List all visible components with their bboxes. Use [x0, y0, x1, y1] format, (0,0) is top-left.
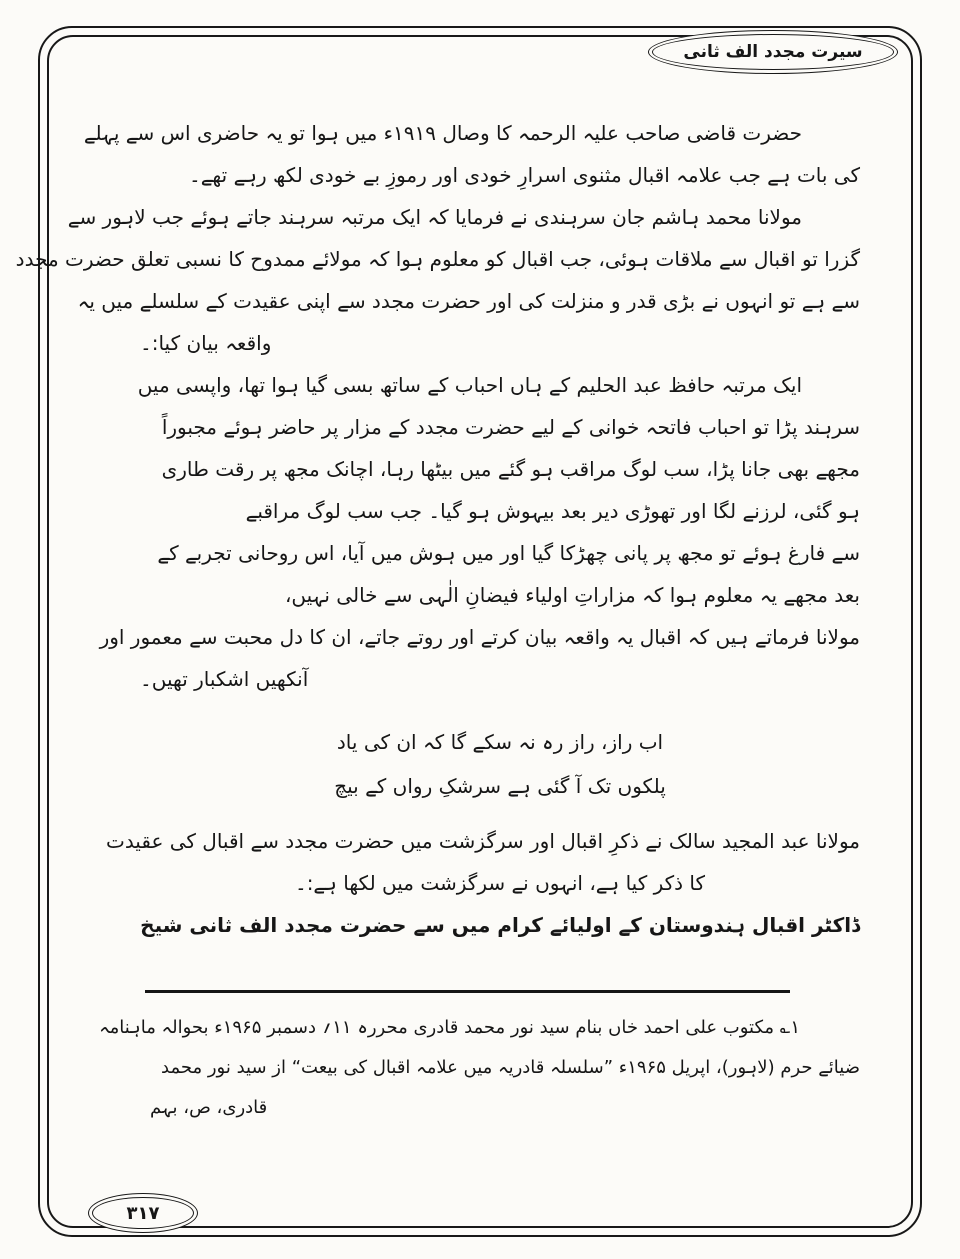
page-number: ۳۱۷	[126, 1202, 160, 1224]
body-line: واقعہ بیان کیا:۔	[140, 331, 272, 355]
body-line: ہو گئی، لرزنے لگا اور تھوڑی دیر بعد بیہوش ہو گیا۔ جب سب لوگ مراقبے	[245, 499, 860, 523]
body-line: سرہند پڑا تو احباب فاتحہ خوانی کے لیے حضرت مجدد کے مزار پر حاضر ہوئے مجبوراً	[161, 415, 860, 439]
page-text-area	[15, 112, 860, 946]
body-line: مولانا محمد ہاشم جان سرہندی نے فرمایا کہ ایک مرتبہ سرہند جاتے ہوئے جب لاہور سے	[67, 205, 802, 229]
footnote-divider	[145, 990, 790, 993]
poem-couplet	[140, 720, 860, 808]
poem-line: پلکوں تک آ گئی ہے سرشکِ رواں کے بیچ	[334, 774, 666, 798]
header-title-cartouche	[648, 30, 898, 74]
body-line: حضرت قاضی صاحب علیہ الرحمہ کا وصال ۱۹۱۹ء میں ہوا تو یہ حاضری اس سے پہلے	[83, 121, 802, 145]
body-line: سے فارغ ہوئے تو مجھ پر پانی چھڑکا گیا اور میں ہوش میں آیا، اس روحانی تجربے کے	[157, 541, 860, 565]
body-line: ڈاکٹر اقبال ہندوستان کے اولیائے کرام میں سے حضرت مجدد الف ثانی شیخ	[140, 913, 860, 937]
header-title-ring	[652, 34, 894, 70]
page-number-ring	[92, 1197, 194, 1229]
book-title: سیرت مجدد الف ثانی	[683, 42, 863, 62]
body-line: کی بات ہے جب علامہ اقبال مثنوی اسرارِ خودی اور رموزِ بے خودی لکھ رہے تھے۔	[188, 163, 860, 187]
footnote-line: قادری، ص، بہم	[150, 1097, 268, 1118]
footnotes-area	[99, 1008, 860, 1128]
body-line: گزرا تو اقبال سے ملاقات ہوئی، جب اقبال کو معلوم ہوا کہ مولائے ممدوح کا نسبی تعلق حضرت مجدد	[15, 247, 860, 271]
footnote-line: ۱؎ مکتوب علی احمد خاں بنام سید نور محمد قادری محررہ ۱۱؍ دسمبر ۱۹۶۵ء بحوالہ ماہنامہ	[99, 1017, 800, 1038]
body-line: آنکھیں اشکبار تھیں۔	[140, 667, 309, 691]
page-number-cartouche	[88, 1193, 198, 1233]
footnote-line: ضیائے حرم (لاہور)، اپریل ۱۹۶۵ء ”سلسلہ قادریہ میں علامہ اقبال کی بیعت“ از سید نور محمد	[161, 1057, 860, 1078]
body-line: مجھے بھی جانا پڑا، سب لوگ مراقب ہو گئے میں بیٹھا رہا، اچانک مجھ پر رقت طاری	[161, 457, 860, 481]
body-line: کا ذکر کیا ہے، انہوں نے سرگزشت میں لکھا ہے:۔	[294, 871, 706, 895]
body-line: سے ہے تو انہوں نے بڑی قدر و منزلت کی اور حضرت مجدد سے اپنی عقیدت کے سلسلے میں یہ	[77, 289, 860, 313]
body-line: ایک مرتبہ حافظ عبد الحلیم کے ہاں احباب کے ساتھ بسی گیا ہوا تھا، واپسی میں	[137, 373, 802, 397]
body-line: مولانا فرماتے ہیں کہ اقبال یہ واقعہ بیان کرتے اور روتے جاتے، ان کا دل محبت سے معمور اور	[99, 625, 860, 649]
body-line: مولانا عبد المجید سالک نے ذکرِ اقبال اور سرگزشت میں حضرت مجدد سے اقبال کی عقیدت	[105, 829, 860, 853]
poem-line: اب راز، راز رہ نہ سکے گا کہ ان کی یاد	[336, 730, 664, 754]
body-line: بعد مجھے یہ معلوم ہوا کہ مزاراتِ اولیاء فیضانِ الٰہی سے خالی نہیں،	[284, 583, 860, 607]
